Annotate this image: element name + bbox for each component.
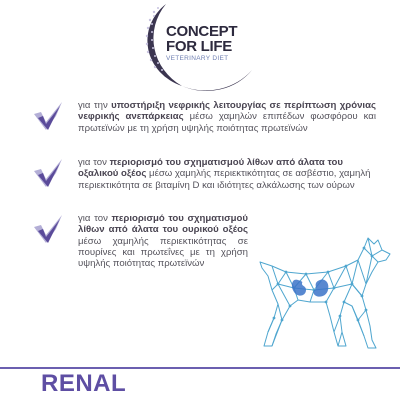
benefit-text-detail: μέσω χαμηλών επιπέδων φωσφόρου και πρωτεϊνών με τη χρήση υψηλής ποιότητας πρωτεϊνών	[78, 111, 376, 134]
benefit-text-highlight: περιορισμό του σχηματισμού λίθων από άλατα του οξαλικού οξέος	[78, 157, 343, 180]
checkmark-icon	[32, 157, 66, 189]
kidney-left-icon	[292, 280, 306, 296]
benefit-text-highlight: υποστήριξη νεφρικής λειτουργίας σε περίπτωση χρόνιας νεφρικής ανεπάρκειας	[78, 100, 376, 123]
benefit-text	[78, 100, 376, 134]
brand-logo	[140, 0, 260, 96]
benefit-text-detail: μέσω χαμηλής περιεκτικότητας σε πουρίνες και πρωτεΐνες με τη χρήση υψηλής ποιότητας πρωτεϊνών	[78, 235, 248, 270]
brand-name-line2: FOR LIFE	[166, 38, 232, 55]
benefit-text-detail: μέσω χαμηλής περιεκτικότητας σε ασβέστιο, χαμηλή περιεκτικότητα σε βιταμίνη D και ιδιότητες αλκάλωσης των ούρων	[78, 168, 371, 191]
footer-divider	[0, 367, 400, 369]
benefit-text	[78, 157, 376, 191]
benefit-item	[32, 100, 384, 150]
brand-subtitle: VETERINARY DIET	[166, 55, 229, 62]
brand-name-line1: CONCEPT	[166, 23, 238, 40]
dog-kidney-illustration	[254, 236, 392, 354]
benefit-text	[78, 213, 248, 269]
product-line-title: RENAL	[41, 370, 127, 397]
checkmark-icon	[32, 100, 66, 132]
benefit-item	[32, 157, 384, 207]
benefit-text-intro: για τον	[78, 157, 110, 168]
benefit-text-intro: για την	[78, 100, 112, 111]
benefit-text-intro: για τον	[78, 213, 112, 224]
benefit-text-highlight: περιορισμό του σχηματισμού λίθων από άλατα του ουρικού οξέος	[78, 213, 248, 236]
checkmark-icon	[32, 213, 66, 245]
